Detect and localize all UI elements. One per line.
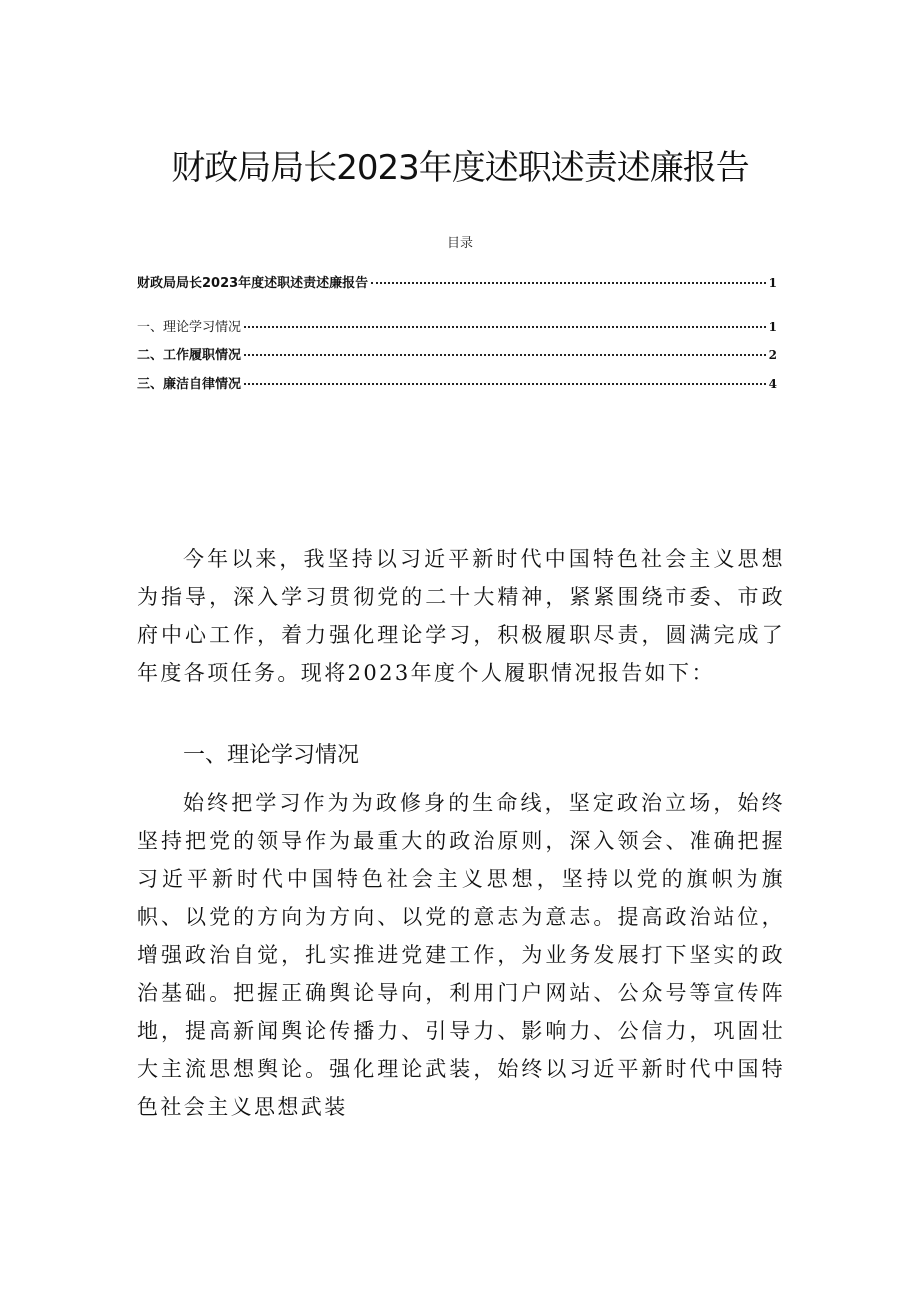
toc-dot-leader <box>244 326 766 328</box>
toc-entry-label: 三、廉洁自律情况 <box>137 377 242 392</box>
toc-dot-leader <box>244 383 766 385</box>
section-heading-theory-study: 一、理论学习情况 <box>183 743 360 768</box>
toc-dot-leader <box>244 354 766 356</box>
toc-entry-label: 二、工作履职情况 <box>137 348 242 363</box>
toc-entry-label: 一、理论学习情况 <box>137 320 242 335</box>
intro-paragraph: 今年以来，我坚持以习近平新时代中国特色社会主义思想为指导，深入学习贯彻党的二十大精神，紧紧围绕市委、市政府中心工作，着力强化理论学习，积极履职尽责，圆满完成了年度各项任务。现将2023年度个人履职情况报告如下： <box>137 547 785 685</box>
toc-entry-title[interactable] <box>137 272 777 291</box>
toc-entry-page: 1 <box>768 276 777 290</box>
toc-entry-page: 2 <box>768 348 777 362</box>
theory-study-paragraph: 始终把学习作为为政修身的生命线，坚定政治立场，始终坚持把党的领导作为最重大的政治原则，深入领会、准确把握习近平新时代中国特色社会主义思想，坚持以党的旗帜为旗帜、以党的方向为方向、以党的意志为意志。提高政治站位，增强政治自觉，扎实推进党建工作，为业务发展打下坚实的政治基础。把握正确舆论导向，利用门户网站、公众号等宣传阵地，提高新闻舆论传播力、引导力、影响力、公信力，巩固壮大主流思想舆论。强化理论武装，始终以习近平新时代中国特色社会主义思想武装 <box>137 791 785 1119</box>
toc-entry-page: 4 <box>768 377 777 391</box>
toc-entry-section-2[interactable] <box>137 344 777 363</box>
toc-entry-page: 1 <box>768 320 777 334</box>
toc-entry-label: 财政局局长2023年度述职述责述廉报告 <box>137 276 369 291</box>
toc-entry-section-1[interactable] <box>137 316 777 335</box>
toc-dot-leader <box>371 282 765 284</box>
toc-heading: 目录 <box>446 236 473 251</box>
document-title: 财政局局长2023年度述职述责述廉报告 <box>171 148 749 188</box>
toc-entry-section-3[interactable] <box>137 373 777 392</box>
